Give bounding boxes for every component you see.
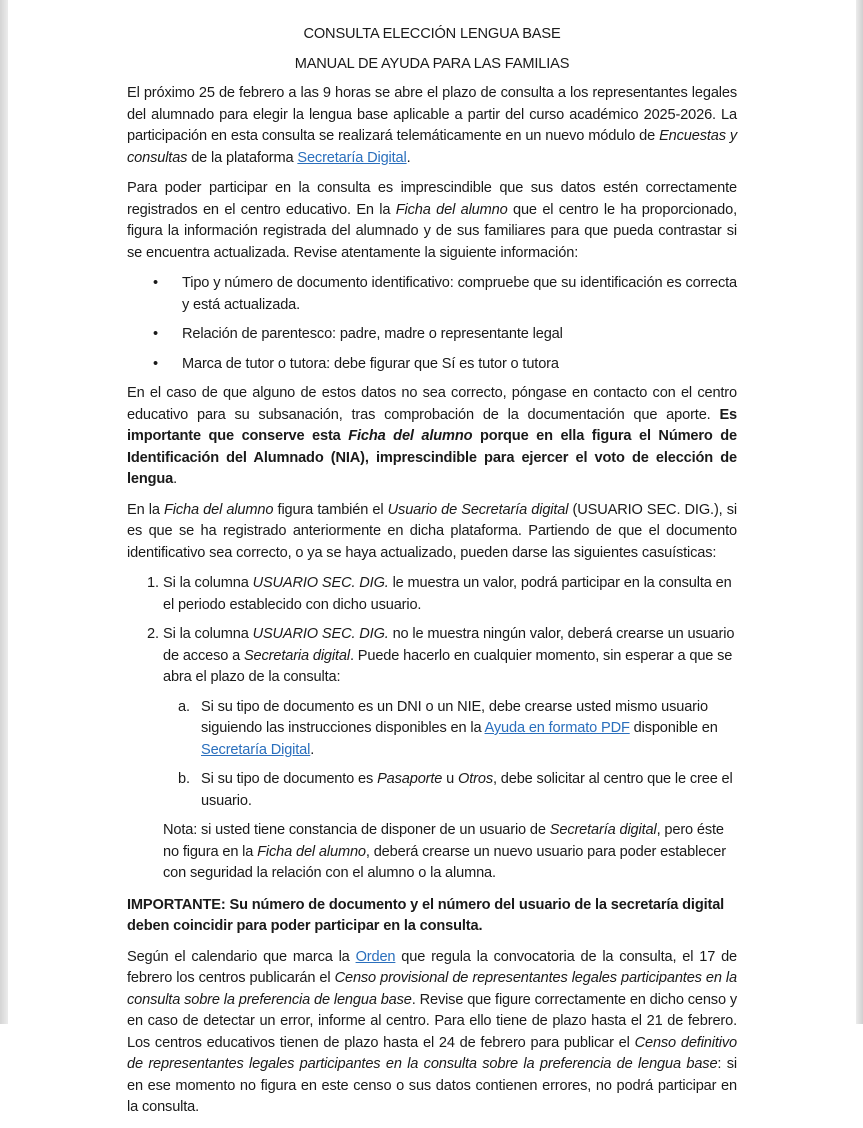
important-notice: IMPORTANTE: Su número de documento y el número del usuario de la secretaría digital deben coincidir para poder participar en la consulta. xyxy=(127,896,725,934)
note-paragraph: Nota: si usted tiene constancia de disponer de un usuario de Secretaría digital, pero éste no figura en la Ficha del alumno, deberá crearse un nuevo usuario para poder establecer con seguridad la relación con el alumno o la alumna. xyxy=(163,822,726,881)
list-item: • Marca de tutor o tutora: debe figurar que Sí es tutor o tutora xyxy=(127,354,737,376)
sub-cases-list xyxy=(163,697,737,813)
correction-paragraph: En el caso de que alguno de estos datos no sea correcto, póngase en contacto con el centro educativo para su subsanación, tras comprobación de la documentación que aporte. Es importante que conserve esta Ficha del alumno porque en ella figura el Número de Identificación del Alumnado (NIA), imprescindible para ejercer el voto de elección de lengua. xyxy=(127,385,737,487)
list-item: • Relación de parentesco: padre, madre o representante legal xyxy=(127,324,737,346)
check-list xyxy=(127,273,737,375)
user-paragraph: En la Ficha del alumno figura también el Usuario de Secretaría digital (USUARIO SEC. DIG.), si es que se ha registrado anteriormente en dicha plataforma. Partiendo de que el documento identificativo sea correcto, o ya se haya actualizado, pueden darse las siguientes casuísticas: xyxy=(127,501,737,561)
document-subtitle: MANUAL DE AYUDA PARA LAS FAMILIAS xyxy=(294,55,570,72)
bullet-icon: • xyxy=(153,355,158,372)
list-item: 2. Si la columna USUARIO SEC. DIG. no le muestra ningún valor, deberá crearse un usuario de acceso a Secretaria digital. Puede hacerlo en cualquier momento, sin esperar a que se abra el plazo de la consulta: a. Si su tipo de documento es un DNI o un NIE, debe crearse usted mismo usuario siguiendo las instrucciones disponibles en la Ayuda en formato PDF disponible en Secretaría Digital. b. Si su tipo de documento es Pasaporte u Otros, debe solicitar al centro que le cree el usuario. xyxy=(127,624,737,812)
page-edge-left xyxy=(0,0,8,1024)
secretaria-digital-link[interactable]: Secretaría Digital xyxy=(201,741,311,758)
orden-link[interactable]: Orden xyxy=(355,948,396,965)
page-edge-right xyxy=(856,0,863,1024)
bullet-icon: • xyxy=(153,275,158,291)
list-item: 1. Si la columna USUARIO SEC. DIG. le muestra un valor, podrá participar en la consulta en el periodo establecido con dicho usuario. xyxy=(147,575,732,613)
list-item: b. Si su tipo de documento es Pasaporte u Otros, debe solicitar al centro que le cree el usuario. xyxy=(178,771,733,809)
secretaria-digital-link[interactable]: Secretaría Digital xyxy=(297,149,407,166)
document-title: CONSULTA ELECCIÓN LENGUA BASE xyxy=(303,26,561,42)
list-item: a. Si su tipo de documento es un DNI o un NIE, debe crearse usted mismo usuario siguiendo las instrucciones disponibles en la Ayuda en formato PDF disponible en Secretaría Digital. xyxy=(178,698,718,758)
pdf-help-link[interactable]: Ayuda en formato PDF xyxy=(484,720,630,736)
document-page xyxy=(127,24,737,1128)
list-item: • Tipo y número de documento identificativo: compruebe que su identificación es correcta y está actualizada. xyxy=(153,275,737,313)
bullet-icon: • xyxy=(153,326,158,342)
intro-paragraph: El próximo 25 de febrero a las 9 horas se abre el plazo de consulta a los representantes legales del alumnado para elegir la lengua base aplicable a partir del curso académico 2025-2026. La participación en esta consulta se realizará telemáticamente en un nuevo módulo de Encuestas y consultas de la plataforma Secretaría Digital. xyxy=(127,85,737,166)
data-check-paragraph: Para poder participar en la consulta es imprescindible que sus datos estén correctamente registrados en el centro educativo. En la Ficha del alumno que el centro le ha proporcionado, figura la información registrada del alumnado y de sus familiares para que pueda contrastar si se encuentra actualizada. Revise atentamente la siguiente información: xyxy=(127,180,737,261)
cases-list xyxy=(127,573,737,812)
calendar-paragraph: Según el calendario que marca la Orden que regula la convocatoria de la consulta, el 17 de febrero los centros publicarán el Censo provisional de representantes legales participantes en la consulta sobre la preferencia de lengua base. Revise que figure correctamente en dicho censo y en caso de detectar un error, informe al centro. Para ello tiene de plazo hasta el 21 de febrero. Los centros educativos tienen de plazo hasta el 24 de febrero para publicar el Censo definitivo de representantes legales participantes en la consulta sobre la preferencia de lengua base: si en ese momento no figura en este censo o sus datos contienen errores, no podrá participar en la consulta. xyxy=(127,948,738,1115)
